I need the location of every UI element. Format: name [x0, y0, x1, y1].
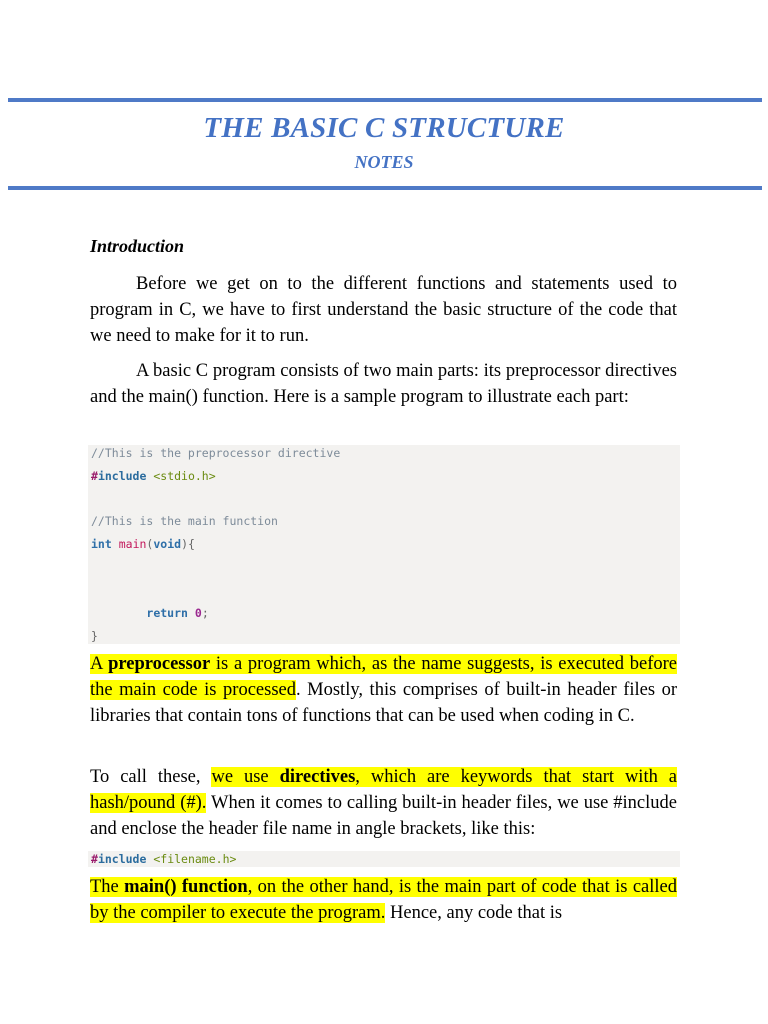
code-line	[91, 852, 236, 866]
code-line-4	[91, 537, 195, 551]
main-function-paragraph	[90, 874, 677, 926]
document-title: THE BASIC C STRUCTURE	[203, 112, 565, 144]
code-header-name: <filename.h>	[153, 852, 237, 866]
intro-paragraph-1: Before we get on to the different functions and statements used to program in C, we have to first understand the basic structure of the code that we need to make for it to run.	[90, 274, 677, 346]
code-header-name: <stdio.h>	[153, 469, 216, 483]
directives-paragraph	[90, 764, 677, 842]
code-include-keyword: include	[97, 469, 147, 483]
text-run: , on the other hand, is the main part of code that is called by the compiler to execute the program.	[90, 877, 677, 923]
code-comment: //This is the preprocessor directive	[91, 446, 341, 460]
code-void-keyword: void	[153, 537, 182, 551]
header-bottom-rule	[8, 186, 762, 190]
text-run: The	[90, 877, 125, 897]
highlight-text	[90, 877, 677, 923]
code-sample-block	[88, 445, 680, 644]
code-line-1	[91, 446, 340, 460]
text-run: To call these,	[90, 767, 212, 787]
code-main-function: main	[118, 537, 147, 551]
text-run: is a program which, as the name suggests, is executed before the main code is processed	[90, 654, 677, 700]
code-line-2	[91, 469, 216, 483]
text-run: we use	[211, 767, 280, 787]
code-return-keyword: return	[146, 606, 188, 620]
document-subtitle: NOTES	[354, 152, 414, 172]
bold-term: preprocessor	[108, 654, 211, 674]
header-top-rule	[8, 98, 762, 102]
code-punct: (	[146, 537, 154, 551]
text-run: , which are keywords that start with a hash/pound (#).	[90, 767, 677, 813]
code-hash: #	[91, 469, 98, 483]
code-include-keyword: include	[97, 852, 147, 866]
code-int-keyword: int	[91, 537, 112, 551]
preprocessor-paragraph	[90, 651, 677, 729]
code-line-6	[91, 629, 98, 643]
code-include-block	[88, 851, 680, 867]
bold-term: directives	[279, 767, 356, 787]
text-run: . Mostly, this comprises of built-in header files or libraries that contain tons of functions that can be used when coding in C.	[90, 680, 678, 726]
code-hash: #	[91, 852, 98, 866]
code-punct: }	[91, 629, 98, 643]
code-punct: ){	[181, 537, 195, 551]
text-run: When it comes to calling built-in header files, we use #include and enclose the header file name in angle brackets, like this:	[90, 793, 677, 839]
code-line-5	[91, 606, 209, 620]
code-line-3	[91, 514, 278, 528]
code-comment: //This is the main function	[91, 514, 278, 528]
text-run: Hence, any code that is	[385, 903, 563, 923]
code-punct: ;	[201, 606, 209, 620]
bold-term: main() function	[124, 877, 248, 897]
section-heading: Introduction	[90, 236, 185, 256]
code-number: 0	[194, 606, 202, 620]
text-run: A	[90, 654, 109, 674]
intro-paragraph-2: A basic C program consists of two main parts: its preprocessor directives and the main() function. Here is a sample program to illustrate each part:	[90, 361, 677, 407]
